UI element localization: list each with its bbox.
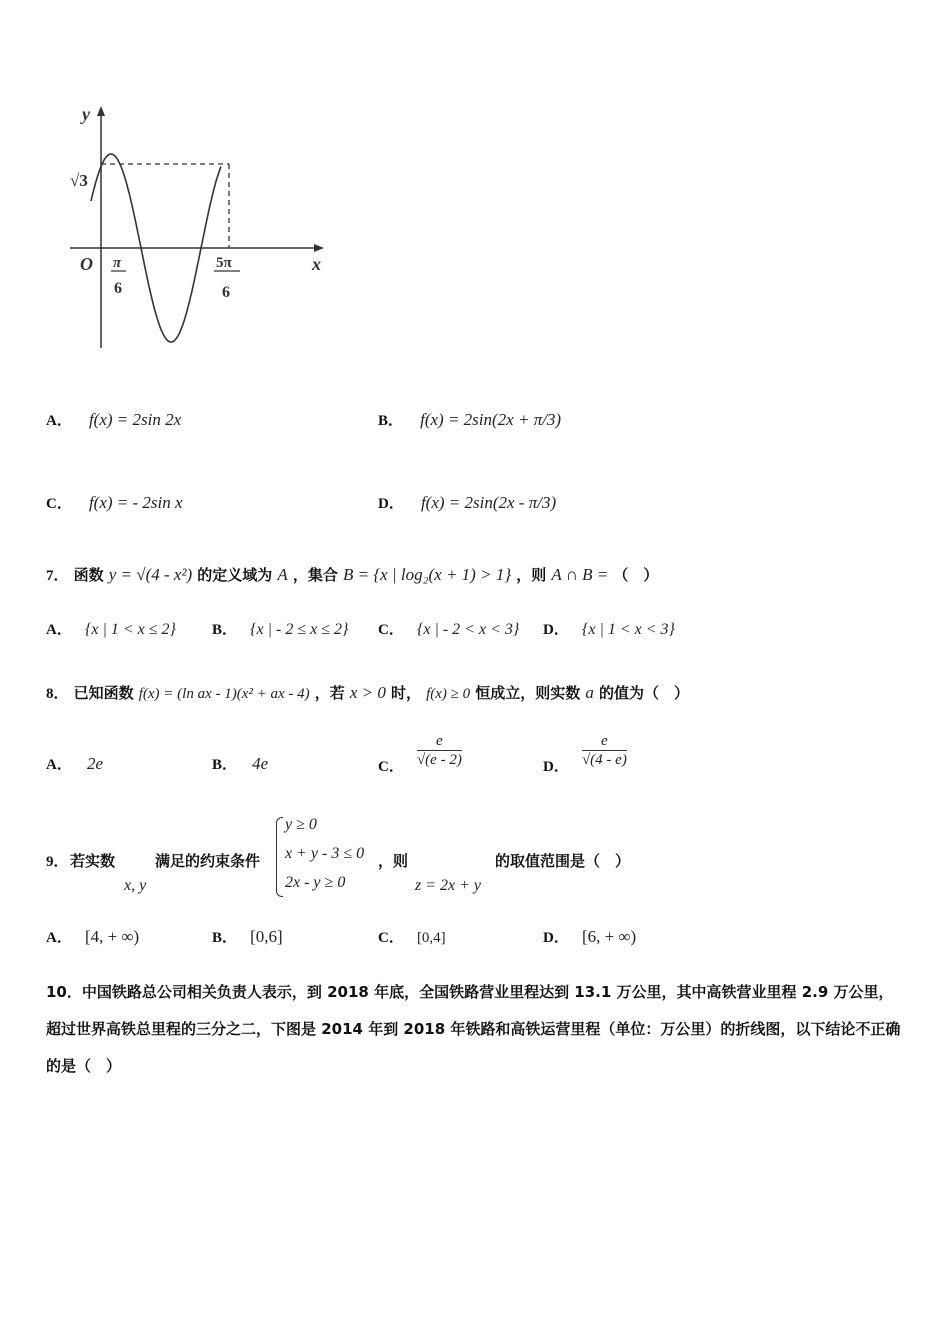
q7-option-a[interactable] [46,618,176,639]
option-expression: {x | - 2 ≤ x ≤ 2} [250,621,349,638]
q6-option-d[interactable] [378,492,556,513]
q8-option-c[interactable] [378,733,462,775]
q8-option-d[interactable] [543,733,627,775]
q6-option-b[interactable] [378,409,561,430]
x-tick1-numerator: π [113,255,122,271]
option-letter: D． [543,759,569,775]
stem-math: f(x) = (ln ax - 1)(x² + ax - 4) [138,686,310,702]
option-expression: 4e [252,754,269,773]
option-letter: A． [46,930,72,946]
x-tick2-denominator: 6 [222,284,230,301]
x-tick1-denominator: 6 [114,280,122,297]
stem-text: 恒成立，则实数 [475,684,581,702]
option-letter: B． [212,757,238,773]
q8-stem [46,682,689,703]
x-tick2-numerator: 5π [216,255,232,271]
constraint-3: 2x - y ≥ 0 [285,874,346,891]
option-fraction [417,733,462,769]
option-letter: B． [212,930,238,946]
stem-math: f(x) ≥ 0 [426,686,471,702]
option-letter: D． [378,496,404,512]
option-expression: f(x) = 2sin(2x - π/3) [420,493,557,512]
option-letter: A． [46,757,72,773]
stem-text: ，集合 [292,566,338,584]
stem-text: 函数 [73,566,104,584]
stem-text: ，则 [516,566,547,584]
option-letter: C． [378,622,404,638]
fraction-numerator: e [436,733,443,749]
stem-text: 已知函数 [73,684,134,702]
q9-option-a[interactable] [46,926,139,947]
option-expression: {x | - 2 < x < 3} [416,621,520,638]
option-expression: [0,4] [416,930,446,946]
stem-text: （ ） [613,566,659,584]
option-letter: B． [212,622,238,638]
stem-text: 的定义域为 [197,566,273,584]
y-tick-label: √3 [70,171,88,190]
graph-axes [70,106,324,348]
q8-option-b[interactable] [212,753,268,774]
fraction-denominator: √(e - 2) [416,752,462,768]
option-letter: A． [46,622,72,638]
option-expression: f(x) = 2sin 2x [88,410,182,429]
stem-text: 满足的约束条件 [155,852,261,870]
question-number: 8． [46,686,69,702]
x-axis-label: x [312,254,321,274]
q9-option-b[interactable] [212,926,283,947]
q10-stem: 10．中国铁路总公司相关负责人表示，到 2018 年底，全国铁路营业里程达到 13.1 万公里，其中高铁营业里程 2.9 万公里，超过世界高铁总里程的三分之二，下图是 2014 年到 2018 年铁路和高铁运营里程（单位：万公里）的折线图，以下结论不正确的是（ ） [46,983,901,1075]
option-expression: [4, + ∞) [84,927,140,946]
stem-math: x > 0 [349,683,386,702]
option-letter: D． [543,622,569,638]
q7-option-c[interactable] [378,618,519,639]
q7-option-b[interactable] [212,618,348,639]
stem-math: a [585,683,594,702]
option-expression: f(x) = - 2sin x [88,493,183,512]
question-number: 7． [46,568,69,584]
constraint-brace [276,817,283,897]
stem-math: A [277,565,288,584]
option-expression: [0,6] [250,927,283,946]
origin-label: O [80,254,93,274]
option-letter: C． [46,496,72,512]
option-expression: {x | 1 < x < 3} [581,621,675,638]
stem-math: A ∩ B = [551,565,609,584]
stem-text: 时， [390,684,421,702]
q9-option-d[interactable] [543,926,636,947]
stem-math: z = 2x + y [415,877,482,894]
stem-text: ，若 [314,684,345,702]
option-fraction [582,733,627,769]
option-expression: f(x) = 2sin(2x + π/3) [420,410,562,429]
q6-option-a[interactable] [46,409,181,430]
stem-text: ，则 [378,852,409,870]
constraint-2: x + y - 3 ≤ 0 [285,845,365,862]
option-letter: C． [378,930,404,946]
x-axis-arrow [314,244,324,252]
stem-math: B = {x | log₂(x + 1) > 1} [343,565,512,584]
stem-text: 的取值范围是（ ） [495,852,631,870]
option-expression: {x | 1 < x ≤ 2} [84,621,176,638]
sine-graph [62,100,332,352]
stem-math: x, y [124,877,147,894]
constraint-1: y ≥ 0 [285,816,317,833]
option-letter: A． [46,413,72,429]
q9-option-c[interactable] [378,926,446,947]
option-expression: [6, + ∞) [581,927,637,946]
stem-text: 若实数 [70,852,116,870]
option-expression: 2e [86,754,103,773]
fraction-denominator: √(4 - e) [581,752,627,768]
question-number: 9． [46,854,69,870]
q7-option-d[interactable] [543,618,675,639]
y-axis-label: y [82,104,90,124]
fraction-numerator: e [601,733,608,749]
q9-stem [46,815,696,901]
q7-stem [46,564,658,585]
stem-text: 的值为（ ） [598,684,689,702]
option-letter: C． [378,759,404,775]
stem-math: y = √(4 - x²) [108,565,193,584]
y-axis-arrow [97,106,105,116]
option-letter: D． [543,930,569,946]
option-letter: B． [378,413,404,429]
q6-option-c[interactable] [46,492,183,513]
q8-option-a[interactable] [46,753,103,774]
